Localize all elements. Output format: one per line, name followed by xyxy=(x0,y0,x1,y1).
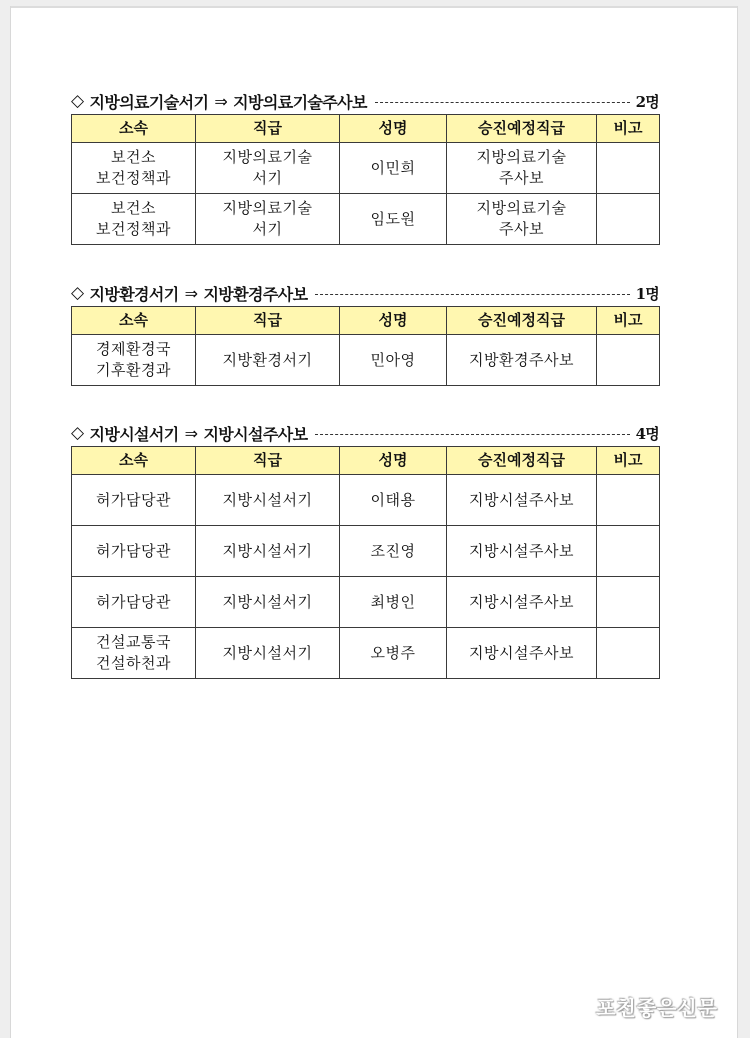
column-header-promotion-rank: 승진예정직급 xyxy=(447,115,597,143)
table-row xyxy=(72,526,660,577)
promotion-rank-cell xyxy=(447,143,597,194)
dept-cell-line: 허가담당관 xyxy=(96,541,171,560)
headcount: 2명 xyxy=(635,92,659,111)
note-cell xyxy=(597,143,660,194)
table-header-row xyxy=(72,447,660,475)
rank-cell xyxy=(196,526,340,577)
promotion-table xyxy=(71,306,660,386)
table-row xyxy=(72,628,660,679)
rank-cell-line: 지방시설서기 xyxy=(222,643,313,662)
column-header-name: 성명 xyxy=(340,307,447,335)
dotted-leader xyxy=(315,434,629,435)
rank-cell xyxy=(196,194,340,245)
section-medical-tech xyxy=(71,88,659,245)
column-header-rank: 직급 xyxy=(196,307,340,335)
headcount: 1명 xyxy=(635,284,659,303)
promotion-rank-cell xyxy=(447,335,597,386)
column-header-name: 성명 xyxy=(340,115,447,143)
dept-cell-line: 보건소 xyxy=(111,148,156,166)
dept-cell-line: 기후환경과 xyxy=(96,361,171,379)
column-header-note: 비고 xyxy=(597,307,660,335)
dotted-leader xyxy=(375,102,630,103)
to-rank: 지방시설주사보 xyxy=(203,424,308,444)
table-row xyxy=(72,475,660,526)
name-cell: 임도원 xyxy=(340,194,447,245)
note-cell xyxy=(597,628,660,679)
table-row xyxy=(72,194,660,245)
promotion-rank-cell-line: 지방시설주사보 xyxy=(469,643,574,662)
dept-cell-line: 건설교통국 xyxy=(96,633,171,651)
table-header-row xyxy=(72,307,660,335)
name-cell: 오병주 xyxy=(340,628,447,679)
column-header-rank: 직급 xyxy=(196,115,340,143)
promotion-arrow: ⇒ xyxy=(214,91,228,111)
promotion-rank-cell xyxy=(447,194,597,245)
promotion-rank-cell-line: 지방의료기술 xyxy=(476,199,567,217)
newspaper-watermark: 포천좋은신문 xyxy=(596,996,718,1020)
rank-cell-line: 지방시설서기 xyxy=(222,490,313,509)
diamond-bullet-icon: ◇ xyxy=(71,283,84,303)
column-header-note: 비고 xyxy=(597,115,660,143)
name-cell: 이민희 xyxy=(340,143,447,194)
promotion-table xyxy=(71,114,660,245)
promotion-rank-cell-line: 지방환경주사보 xyxy=(469,350,574,369)
rank-cell-line: 지방시설서기 xyxy=(222,592,313,611)
from-rank: 지방의료기술서기 xyxy=(89,92,209,112)
section-heading xyxy=(71,88,659,114)
column-header-dept: 소속 xyxy=(72,447,196,475)
column-header-name: 성명 xyxy=(340,447,447,475)
column-header-rank: 직급 xyxy=(196,447,340,475)
table-header-row xyxy=(72,115,660,143)
rank-cell-line: 지방환경서기 xyxy=(222,350,313,369)
promotion-rank-cell-line: 지방시설주사보 xyxy=(469,541,574,560)
dept-cell-line: 보건정책과 xyxy=(96,220,171,238)
rank-cell-line: 서기 xyxy=(252,220,283,238)
dept-cell-line: 허가담당관 xyxy=(96,490,171,509)
promotion-rank-cell xyxy=(447,526,597,577)
note-cell xyxy=(597,475,660,526)
dept-cell-line: 보건정책과 xyxy=(96,169,171,187)
dept-cell xyxy=(72,143,196,194)
to-rank: 지방환경주사보 xyxy=(203,284,308,304)
diamond-bullet-icon: ◇ xyxy=(71,91,84,111)
from-rank: 지방환경서기 xyxy=(89,284,179,304)
promotion-rank-cell-line: 주사보 xyxy=(499,220,544,238)
promotion-rank-cell-line: 지방의료기술 xyxy=(476,148,567,166)
rank-cell xyxy=(196,475,340,526)
dotted-leader xyxy=(315,294,629,295)
from-rank: 지방시설서기 xyxy=(89,424,179,444)
column-header-promotion-rank: 승진예정직급 xyxy=(447,447,597,475)
page-top-border xyxy=(11,6,737,8)
name-cell: 최병인 xyxy=(340,577,447,628)
dept-cell xyxy=(72,475,196,526)
dept-cell-line: 보건소 xyxy=(111,199,156,217)
table-row xyxy=(72,577,660,628)
section-environment xyxy=(71,280,659,386)
rank-cell xyxy=(196,577,340,628)
promotion-rank-cell xyxy=(447,577,597,628)
note-cell xyxy=(597,335,660,386)
promotion-table xyxy=(71,446,660,679)
column-header-note: 비고 xyxy=(597,447,660,475)
name-cell: 조진영 xyxy=(340,526,447,577)
dept-cell-line: 경제환경국 xyxy=(96,340,171,358)
dept-cell xyxy=(72,194,196,245)
diamond-bullet-icon: ◇ xyxy=(71,423,84,443)
dept-cell xyxy=(72,335,196,386)
promotion-rank-cell xyxy=(447,628,597,679)
promotion-arrow: ⇒ xyxy=(184,423,198,443)
note-cell xyxy=(597,526,660,577)
dept-cell-line: 건설하천과 xyxy=(96,654,171,672)
column-header-promotion-rank: 승진예정직급 xyxy=(447,307,597,335)
rank-cell-line: 지방시설서기 xyxy=(222,541,313,560)
column-header-dept: 소속 xyxy=(72,115,196,143)
table-row xyxy=(72,143,660,194)
promotion-rank-cell-line: 지방시설주사보 xyxy=(469,490,574,509)
promotion-arrow: ⇒ xyxy=(184,283,198,303)
rank-cell-line: 지방의료기술 xyxy=(222,148,313,166)
note-cell xyxy=(597,577,660,628)
rank-cell xyxy=(196,628,340,679)
rank-cell-line: 서기 xyxy=(252,169,283,187)
note-cell xyxy=(597,194,660,245)
name-cell: 이태용 xyxy=(340,475,447,526)
table-body xyxy=(72,335,660,386)
section-facilities xyxy=(71,420,659,679)
dept-cell xyxy=(72,577,196,628)
dept-cell xyxy=(72,628,196,679)
rank-cell xyxy=(196,143,340,194)
table-row xyxy=(72,335,660,386)
section-heading xyxy=(71,420,659,446)
table-body xyxy=(72,475,660,679)
dept-cell xyxy=(72,526,196,577)
to-rank: 지방의료기술주사보 xyxy=(233,92,367,112)
table-body xyxy=(72,143,660,245)
dept-cell-line: 허가담당관 xyxy=(96,592,171,611)
promotion-rank-cell-line: 지방시설주사보 xyxy=(469,592,574,611)
section-heading xyxy=(71,280,659,306)
column-header-dept: 소속 xyxy=(72,307,196,335)
rank-cell xyxy=(196,335,340,386)
rank-cell-line: 지방의료기술 xyxy=(222,199,313,217)
promotion-rank-cell xyxy=(447,475,597,526)
headcount: 4명 xyxy=(635,424,659,443)
name-cell: 민아영 xyxy=(340,335,447,386)
promotion-rank-cell-line: 주사보 xyxy=(499,169,544,187)
